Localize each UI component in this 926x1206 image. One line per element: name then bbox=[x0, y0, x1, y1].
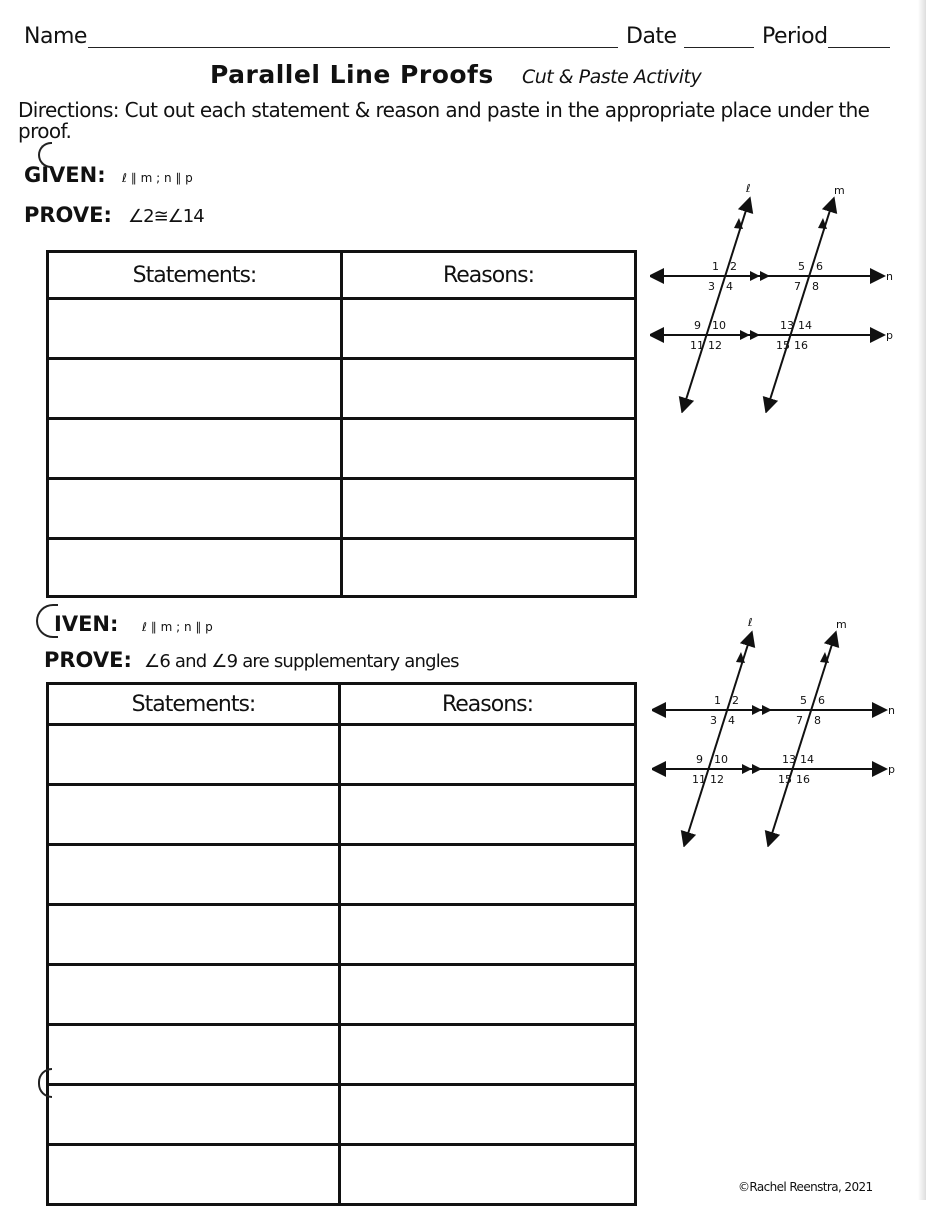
angle-label: 16 bbox=[796, 773, 810, 786]
table-row[interactable] bbox=[48, 359, 636, 419]
reasons-header: Reasons: bbox=[342, 252, 636, 299]
proof2-table bbox=[46, 682, 637, 1206]
line-label-p: p bbox=[886, 329, 893, 342]
name-field[interactable] bbox=[88, 47, 618, 48]
angle-label: 9 bbox=[696, 753, 703, 766]
proof1-given-label: GIVEN: bbox=[24, 163, 106, 187]
statement-cell[interactable] bbox=[48, 725, 340, 785]
hole-punch-mark bbox=[38, 1068, 52, 1098]
date-field[interactable] bbox=[684, 47, 754, 48]
table-header-row bbox=[48, 684, 636, 725]
table-row[interactable] bbox=[48, 965, 636, 1025]
statement-cell[interactable] bbox=[48, 1145, 340, 1205]
statement-cell[interactable] bbox=[48, 905, 340, 965]
statement-cell[interactable] bbox=[48, 785, 340, 845]
period-label: Period bbox=[762, 24, 828, 49]
line-label-l: ℓ bbox=[748, 616, 753, 629]
statement-cell[interactable] bbox=[48, 1025, 340, 1085]
statement-cell[interactable] bbox=[48, 359, 342, 419]
angle-label: 13 bbox=[780, 319, 794, 332]
table-row[interactable] bbox=[48, 905, 636, 965]
reason-cell[interactable] bbox=[340, 1145, 636, 1205]
table-row[interactable] bbox=[48, 845, 636, 905]
angle-label: 14 bbox=[798, 319, 812, 332]
angle-label: 11 bbox=[692, 773, 706, 786]
statement-cell[interactable] bbox=[48, 419, 342, 479]
angle-label: 9 bbox=[694, 319, 701, 332]
angle-label: 7 bbox=[796, 714, 803, 727]
parallel-lines-diagram-2 bbox=[652, 612, 902, 847]
angle-label: 8 bbox=[814, 714, 821, 727]
line-label-n: n bbox=[888, 704, 895, 717]
proof1-given-value: ℓ ∥ m ; n ∥ p bbox=[122, 171, 193, 185]
angle-label: 5 bbox=[798, 260, 805, 273]
angle-label: 2 bbox=[730, 260, 737, 273]
reason-cell[interactable] bbox=[340, 785, 636, 845]
line-label-p: p bbox=[888, 763, 895, 776]
line-label-l: ℓ bbox=[746, 182, 751, 195]
angle-label: 8 bbox=[812, 280, 819, 293]
angle-label: 2 bbox=[732, 694, 739, 707]
date-label: Date bbox=[626, 24, 677, 49]
angle-label: 6 bbox=[816, 260, 823, 273]
period-field[interactable] bbox=[828, 47, 890, 48]
proof2-prove-value: ∠6 and ∠9 are supplementary angles bbox=[144, 651, 459, 672]
angle-label: 15 bbox=[778, 773, 792, 786]
statement-cell[interactable] bbox=[48, 965, 340, 1025]
page-edge bbox=[918, 0, 926, 1200]
angle-label: 13 bbox=[782, 753, 796, 766]
proof1-prove-label: PROVE: bbox=[24, 203, 112, 227]
table-row[interactable] bbox=[48, 725, 636, 785]
reason-cell[interactable] bbox=[342, 419, 636, 479]
angle-label: 1 bbox=[712, 260, 719, 273]
angle-label: 16 bbox=[794, 339, 808, 352]
statement-cell[interactable] bbox=[48, 539, 342, 597]
angle-label: 7 bbox=[794, 280, 801, 293]
angle-label: 10 bbox=[714, 753, 728, 766]
reason-cell[interactable] bbox=[340, 845, 636, 905]
angle-label: 4 bbox=[728, 714, 735, 727]
reasons-header: Reasons: bbox=[340, 684, 636, 725]
line-label-m: m bbox=[836, 618, 847, 631]
table-row[interactable] bbox=[48, 299, 636, 359]
table-row[interactable] bbox=[48, 419, 636, 479]
table-row[interactable] bbox=[48, 1085, 636, 1145]
reason-cell[interactable] bbox=[340, 1085, 636, 1145]
reason-cell[interactable] bbox=[342, 479, 636, 539]
table-row[interactable] bbox=[48, 539, 636, 597]
angle-label: 4 bbox=[726, 280, 733, 293]
proof2-given-value: ℓ ∥ m ; n ∥ p bbox=[142, 620, 213, 634]
angle-label: 12 bbox=[710, 773, 724, 786]
table-row[interactable] bbox=[48, 785, 636, 845]
statement-cell[interactable] bbox=[48, 845, 340, 905]
proof1-table bbox=[46, 250, 637, 598]
statement-cell[interactable] bbox=[48, 299, 342, 359]
reason-cell[interactable] bbox=[340, 905, 636, 965]
page-title: Parallel Line Proofs bbox=[210, 60, 494, 89]
statement-cell[interactable] bbox=[48, 479, 342, 539]
statements-header: Statements: bbox=[48, 252, 342, 299]
reason-cell[interactable] bbox=[342, 539, 636, 597]
reason-cell[interactable] bbox=[340, 965, 636, 1025]
angle-label: 10 bbox=[712, 319, 726, 332]
angle-label: 12 bbox=[708, 339, 722, 352]
line-label-n: n bbox=[886, 270, 893, 283]
table-row[interactable] bbox=[48, 1145, 636, 1205]
angle-label: 3 bbox=[710, 714, 717, 727]
angle-label: 14 bbox=[800, 753, 814, 766]
proof2-given-label: IVEN: bbox=[54, 612, 119, 636]
reason-cell[interactable] bbox=[342, 299, 636, 359]
reason-cell[interactable] bbox=[340, 1025, 636, 1085]
statement-cell[interactable] bbox=[48, 1085, 340, 1145]
angle-label: 6 bbox=[818, 694, 825, 707]
table-header-row bbox=[48, 252, 636, 299]
copyright-text: ©Rachel Reenstra, 2021 bbox=[738, 1180, 873, 1194]
directions-text: Directions: Cut out each statement & reason and paste in the appropriate place under the proof. bbox=[18, 98, 870, 143]
proof1-prove-value: ∠2≅∠14 bbox=[128, 206, 204, 227]
proof2-prove-label: PROVE: bbox=[44, 648, 132, 672]
angle-label: 15 bbox=[776, 339, 790, 352]
angle-label: 3 bbox=[708, 280, 715, 293]
parallel-lines-diagram-1 bbox=[650, 178, 900, 413]
reason-cell[interactable] bbox=[340, 725, 636, 785]
reason-cell[interactable] bbox=[342, 359, 636, 419]
page-subtitle: Cut & Paste Activity bbox=[522, 66, 702, 88]
angle-label: 1 bbox=[714, 694, 721, 707]
table-row[interactable] bbox=[48, 1025, 636, 1085]
line-label-m: m bbox=[834, 184, 845, 197]
name-label: Name bbox=[24, 24, 87, 49]
angle-label: 11 bbox=[690, 339, 704, 352]
table-row[interactable] bbox=[48, 479, 636, 539]
angle-label: 5 bbox=[800, 694, 807, 707]
statements-header: Statements: bbox=[48, 684, 340, 725]
